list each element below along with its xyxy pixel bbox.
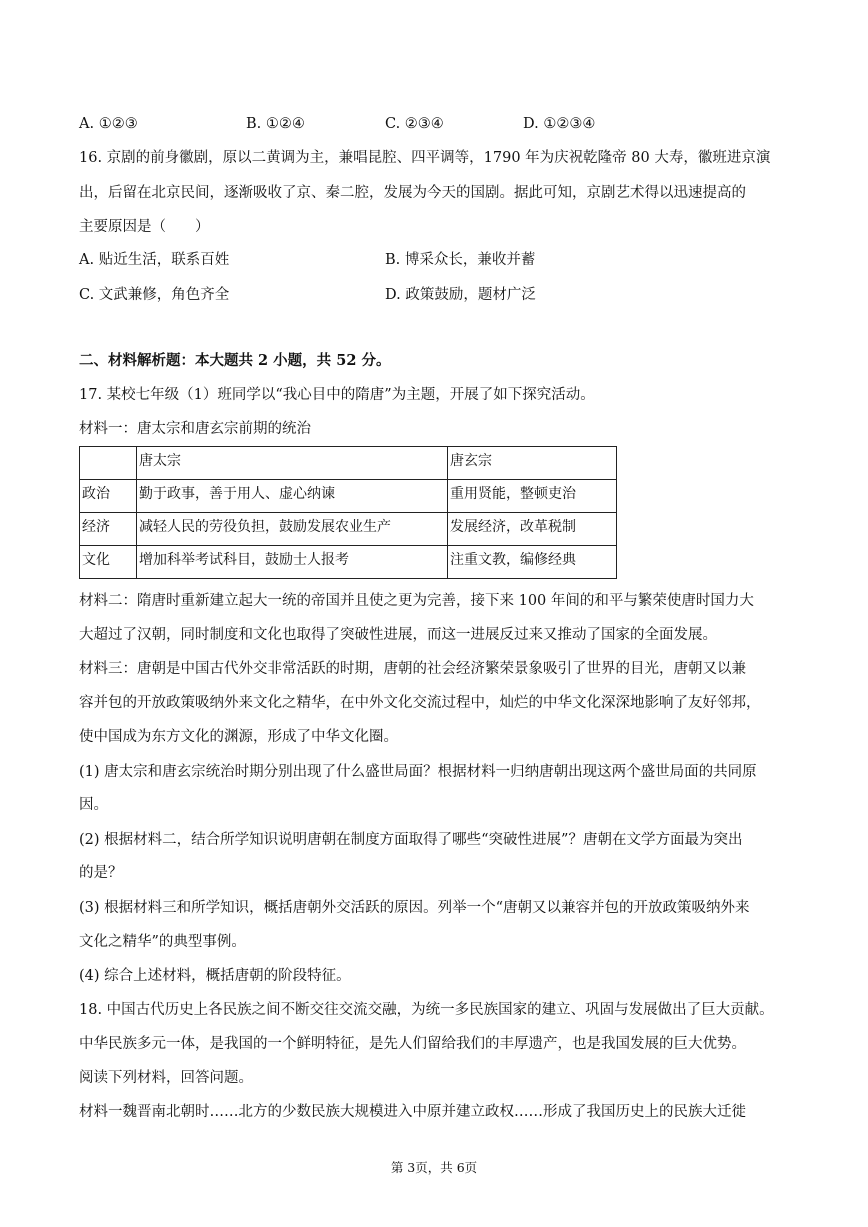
table-row [80, 513, 617, 546]
table-cell: 减轻人民的劳役负担，鼓励发展农业生产 [137, 513, 448, 546]
q16-option-b: B. 博采众长，兼收并蓄 [385, 252, 536, 268]
q15-option-b: B. ①②④ [246, 116, 305, 132]
q16-line: 出，后留在北京民间，逐渐吸收了京、秦二腔，发展为今天的国剧。据此可知，京剧艺术得以迅速提高的 [79, 185, 746, 201]
q17-subquestion-3: (3) 根据材料三和所学知识，概括唐朝外交活跃的原因。列举一个“唐朝又以兼容并包的开放政策吸纳外来 [79, 900, 750, 916]
q17-intro: 17. 某校七年级（1）班同学以“我心目中的隋唐”为主题，开展了如下探究活动。 [79, 387, 595, 403]
table-row [80, 480, 617, 513]
table-cell: 唐太宗 [137, 447, 448, 480]
q17-subquestion-2: (2) 根据材料二，结合所学知识说明唐朝在制度方面取得了哪些“突破性进展”？唐朝在文学方面最为突出 [79, 832, 743, 848]
q18-line: 材料一魏晋南北朝时……北方的少数民族大规模进入中原并建立政权……形成了我国历史上的民族大迁徙 [79, 1104, 746, 1120]
table-cell: 勤于政事，善于用人、虚心纳谏 [137, 480, 448, 513]
material1-label: 材料一：唐太宗和唐玄宗前期的统治 [79, 421, 311, 437]
q18-line: 18. 中国古代历史上各民族之间不断交往交流交融，为统一多民族国家的建立、巩固与发展做出了巨大贡献。 [79, 1002, 774, 1018]
material3-line: 使中国成为东方文化的渊源，形成了中华文化圈。 [79, 729, 398, 745]
q15-option-d: D. ①②③④ [523, 116, 596, 132]
q17-subquestion-2-cont: 的是？ [79, 865, 123, 881]
table-cell: 注重文教，编修经典 [448, 546, 617, 579]
material2-line: 材料二：隋唐时重新建立起大一统的帝国并且使之更为完善，接下来 100 年间的和平与繁荣使唐时国力大 [79, 593, 754, 609]
material2-line: 大超过了汉朝，同时制度和文化也取得了突破性进展，而这一进展反过来又推动了国家的全面发展。 [79, 627, 717, 643]
table-row [80, 546, 617, 579]
table-cell: 唐玄宗 [448, 447, 617, 480]
q16-option-a: A. 贴近生活，联系百姓 [79, 252, 230, 268]
q15-option-a: A. ①②③ [79, 116, 138, 132]
q16-option-c: C. 文武兼修，角色齐全 [79, 287, 230, 303]
q17-subquestion-4: (4) 综合上述材料，概括唐朝的阶段特征。 [79, 968, 351, 984]
q16-option-d: D. 政策鼓励，题材广泛 [385, 287, 536, 303]
table-header-row [80, 447, 617, 480]
table-cell: 政治 [80, 480, 137, 513]
table-cell: 发展经济，改革税制 [448, 513, 617, 546]
q15-option-c: C. ②③④ [385, 116, 444, 132]
q18-line: 中华民族多元一体，是我国的一个鲜明特征，是先人们留给我们的丰厚遗产，也是我国发展的巨大优势。 [79, 1036, 746, 1052]
q18-line: 阅读下列材料，回答问题。 [79, 1070, 253, 1086]
table-cell: 增加科举考试科目，鼓励士人报考 [137, 546, 448, 579]
q16-line: 16. 京剧的前身徽剧，原以二黄调为主，兼唱昆腔、四平调等，1790 年为庆祝乾隆帝 80 大寿，徽班进京演 [79, 150, 771, 166]
q16-line: 主要原因是（ ） [79, 219, 210, 235]
table-cell: 经济 [80, 513, 137, 546]
material3-line: 材料三：唐朝是中国古代外交非常活跃的时期，唐朝的社会经济繁荣景象吸引了世界的目光，唐朝又以兼 [79, 661, 746, 677]
page-footer: 第 3页，共 6页 [390, 1160, 478, 1175]
material3-line: 容并包的开放政策吸纳外来文化之精华，在中外文化交流过程中，灿烂的中华文化深深地影响了友好邻邦， [79, 695, 761, 711]
table-cell [80, 447, 137, 480]
rulers-table [79, 446, 617, 579]
section-title: 二、材料解析题：本大题共 2 小题，共 52 分。 [79, 352, 391, 369]
q17-subquestion-3-cont: 文化之精华”的典型事例。 [79, 934, 246, 950]
table-cell: 文化 [80, 546, 137, 579]
table-cell: 重用贤能，整顿吏治 [448, 480, 617, 513]
q17-subquestion-1-cont: 因。 [79, 797, 108, 813]
q17-subquestion-1: (1) 唐太宗和唐玄宗统治时期分别出现了什么盛世局面？根据材料一归纳唐朝出现这两个盛世局面的共同原 [79, 764, 757, 780]
